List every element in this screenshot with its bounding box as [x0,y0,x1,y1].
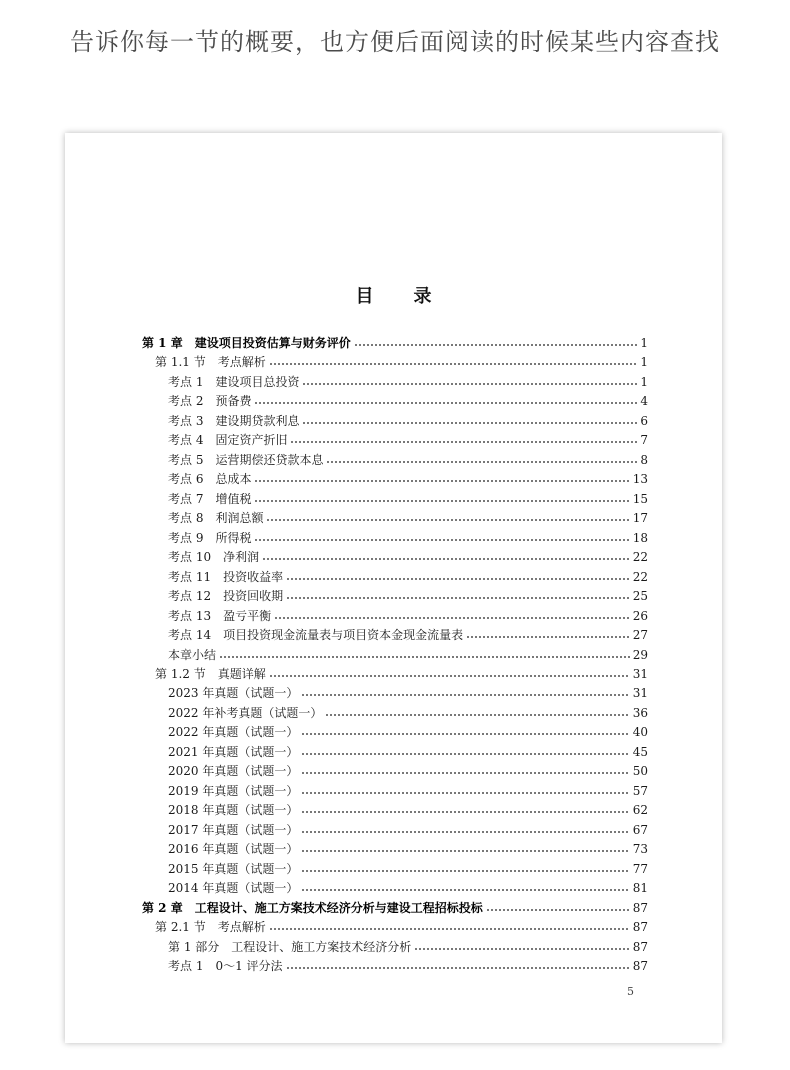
toc-entry-page: 6 [640,413,648,428]
toc-entry[interactable] [142,470,648,489]
toc-section-page: 1 [640,355,648,370]
toc-entry-page: 18 [632,530,648,545]
toc-entry[interactable] [142,938,648,957]
toc-entry[interactable] [142,431,648,450]
toc-entry-label: 2022 年补考真题（试题一） [168,705,323,720]
dot-leader [325,704,629,723]
dot-leader [254,529,629,548]
toc-entry[interactable] [142,821,648,840]
toc-entry-page: 57 [632,783,648,798]
toc-entry-label: 本章小结 [168,647,217,662]
toc-entry[interactable] [142,684,648,703]
toc-entry-label: 考点 12 投资回收期 [168,589,284,604]
toc-entry-page: 27 [632,628,648,643]
toc-entry[interactable] [142,879,648,898]
toc-entry[interactable] [142,607,648,626]
toc-section-page: 87 [632,920,648,935]
dot-leader [354,334,638,353]
toc-entry-page: 4 [640,394,648,409]
toc-entry-page: 73 [632,842,648,857]
dot-leader [286,587,630,606]
dot-leader [274,607,630,626]
toc-section-page: 31 [632,666,648,681]
toc-chapter-page: 1 [640,336,648,350]
toc-entry-label: 考点 7 增值税 [168,491,252,506]
toc-entry-label: 考点 2 预备费 [168,394,252,409]
toc-entry-page: 81 [632,881,648,896]
toc-entry[interactable] [142,451,648,470]
toc-entry-label: 考点 11 投资收益率 [168,569,284,584]
toc-entry-label: 考点 8 利润总额 [168,511,264,526]
dot-leader [301,723,629,742]
toc-entry[interactable] [142,490,648,509]
toc-entry-label: 2021 年真题（试题一） [168,744,299,759]
dot-leader [414,938,629,957]
toc-entry-label: 考点 1 0～1 评分法 [168,959,283,973]
toc-entry[interactable] [142,723,648,742]
toc-entry-page: 17 [632,511,648,526]
dot-leader [269,353,638,372]
toc-entry-page: 13 [632,472,648,487]
toc-section-label: 第 1.2 节 真题详解 [155,666,266,681]
toc-entry-page: 62 [632,803,648,818]
toc-entry[interactable] [142,860,648,879]
toc-entry[interactable] [142,743,648,762]
toc-chapter[interactable] [142,334,648,353]
toc-entry-label: 考点 14 项目投资现金流量表与项目资本金现金流量表 [168,628,464,643]
dot-leader [302,373,637,392]
toc-section[interactable] [142,665,648,684]
dot-leader [254,490,629,509]
dot-leader [301,762,629,781]
toc-entry-label: 2018 年真题（试题一） [168,803,299,818]
dot-leader [266,509,629,528]
toc-chapter[interactable] [142,899,648,918]
toc-entry-page: 8 [640,452,648,467]
toc-entry[interactable] [142,529,648,548]
toc-entry-label: 考点 6 总成本 [168,472,252,487]
toc-entry[interactable] [142,626,648,645]
toc-entry[interactable] [142,957,648,976]
dot-leader [486,899,630,918]
toc-entry[interactable] [142,646,648,665]
toc-entry-label: 考点 9 所得税 [168,530,252,545]
dot-leader [269,665,630,684]
toc-entry-page: 7 [640,433,648,448]
toc-entry-label: 2023 年真题（试题一） [168,686,299,701]
toc-entry[interactable] [142,509,648,528]
dot-leader [286,568,630,587]
toc-entry[interactable] [142,412,648,431]
toc-chapter-label: 第 1 章 建设项目投资估算与财务评价 [142,336,351,350]
toc-entry-label: 2019 年真题（试题一） [168,783,299,798]
dot-leader [262,548,630,567]
toc-entry-label: 2022 年真题（试题一） [168,725,299,740]
toc-chapter-label: 第 2 章 工程设计、施工方案技术经济分析与建设工程招标投标 [142,900,483,915]
toc-entry-label: 考点 1 建设项目总投资 [168,374,300,389]
dot-leader [301,860,629,879]
toc-entry-label: 考点 13 盈亏平衡 [168,608,272,623]
dot-leader [301,743,629,762]
dot-leader [254,392,637,411]
toc-entry-label: 2020 年真题（试题一） [168,764,299,779]
dot-leader [301,782,629,801]
toc-entry-page: 22 [632,550,648,565]
toc-title: 目 录 [355,286,443,307]
dot-leader [301,821,629,840]
toc-entry-page: 87 [632,939,648,954]
dot-leader [269,918,630,937]
toc-section[interactable] [142,918,648,937]
dot-leader [301,840,629,859]
toc-entry-page: 25 [632,589,648,604]
page-caption: 告诉你每一节的概要，也方便后面阅读的时候某些内容查找 [70,28,720,56]
toc-entry-page: 22 [632,569,648,584]
dot-leader [219,646,630,665]
toc-entry-page: 15 [632,491,648,506]
toc-entry-label: 考点 4 固定资产折旧 [168,433,288,448]
toc-entry[interactable] [142,373,648,392]
table-of-contents [142,334,648,976]
dot-leader [301,684,629,703]
page-number: 5 [627,985,634,998]
toc-entry-page: 40 [632,725,648,740]
toc-entry-page: 50 [632,764,648,779]
toc-entry-page: 67 [632,822,648,837]
dot-leader [301,801,629,820]
toc-entry-label: 考点 10 净利润 [168,550,260,565]
toc-entry[interactable] [142,801,648,820]
toc-entry-label: 2016 年真题（试题一） [168,842,299,857]
toc-entry[interactable] [142,587,648,606]
toc-entry[interactable] [142,840,648,859]
toc-entry-label: 2014 年真题（试题一） [168,881,299,896]
dot-leader [301,879,629,898]
toc-entry-label: 考点 3 建设期贷款利息 [168,413,300,428]
toc-entry-page: 77 [632,861,648,876]
toc-entry-label: 第 1 部分 工程设计、施工方案技术经济分析 [168,939,412,954]
toc-entry[interactable] [142,704,648,723]
dot-leader [326,451,637,470]
dot-leader [286,957,630,976]
toc-entry-page: 87 [632,959,648,973]
toc-section-label: 第 2.1 节 考点解析 [155,920,266,935]
toc-entry-page: 36 [632,705,648,720]
toc-entry-label: 2017 年真题（试题一） [168,822,299,837]
dot-leader [302,412,637,431]
toc-entry-page: 29 [632,647,648,662]
toc-entry[interactable] [142,548,648,567]
dot-leader [290,431,637,450]
toc-entry-page: 1 [640,374,648,389]
dot-leader [466,626,630,645]
toc-chapter-page: 87 [632,900,648,915]
toc-entry-page: 26 [632,608,648,623]
dot-leader [254,470,629,489]
toc-entry[interactable] [142,782,648,801]
toc-entry-page: 45 [632,744,648,759]
toc-entry-label: 考点 5 运营期偿还贷款本息 [168,452,324,467]
toc-entry-page: 31 [632,686,648,701]
toc-entry[interactable] [142,568,648,587]
toc-entry[interactable] [142,762,648,781]
toc-entry-label: 2015 年真题（试题一） [168,861,299,876]
book-page [65,133,722,1043]
toc-section[interactable] [142,353,648,372]
toc-entry[interactable] [142,392,648,411]
toc-section-label: 第 1.1 节 考点解析 [155,355,266,370]
